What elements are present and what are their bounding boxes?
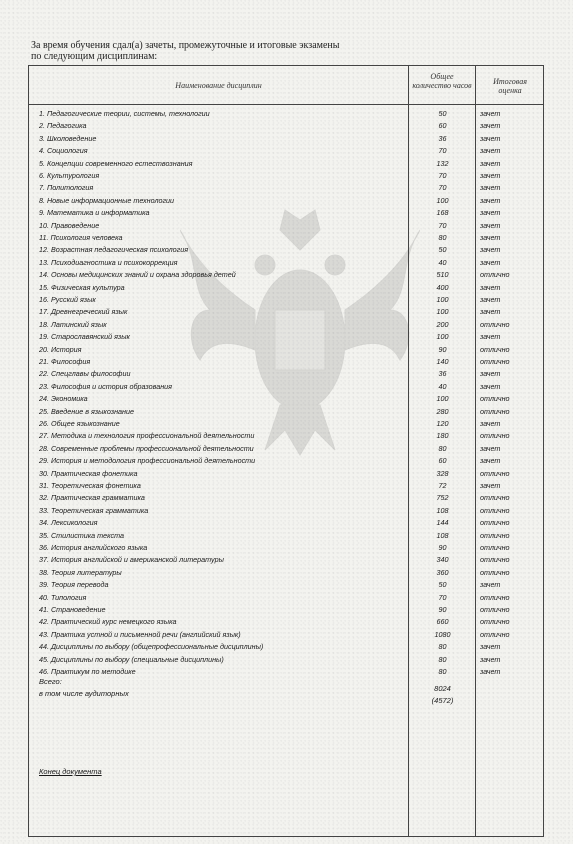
discipline-name: 31. Теоретическая фонетика <box>39 481 141 490</box>
discipline-name: 22. Спецглавы философии <box>39 369 131 379</box>
discipline-name: 23. Философия и история образования <box>39 381 173 391</box>
discipline-grade: зачет <box>480 133 501 143</box>
discipline-grade: зачет <box>480 667 501 676</box>
discipline-hours: 70 <box>438 146 447 156</box>
discipline-name: 20. История <box>39 344 82 354</box>
discipline-grade: зачет <box>480 381 501 391</box>
total-hours: 8024 <box>434 684 451 693</box>
table-row <box>29 269 543 280</box>
discipline-hours: 108 <box>436 505 449 515</box>
discipline-name: 24. Экономика <box>39 394 88 404</box>
discipline-hours: 40 <box>438 257 447 267</box>
discipline-grade: отлично <box>480 406 510 416</box>
discipline-hours: 72 <box>438 481 447 490</box>
table-row <box>29 393 543 404</box>
table-row <box>29 306 543 317</box>
discipline-hours: 90 <box>438 605 447 614</box>
discipline-hours: 70 <box>438 220 447 230</box>
discipline-hours: 80 <box>438 642 447 652</box>
discipline-name: 1. Педагогические теории, системы, технологии <box>39 109 210 118</box>
discipline-hours: 120 <box>436 419 449 428</box>
table-row <box>29 182 543 193</box>
discipline-hours: 100 <box>436 332 449 342</box>
table-row <box>29 356 543 367</box>
discipline-name: 26. Общее языкознание <box>39 419 120 428</box>
discipline-grade: отлично <box>480 518 510 528</box>
discipline-hours: 132 <box>436 158 449 168</box>
table-row <box>29 220 543 231</box>
discipline-hours: 752 <box>436 493 449 503</box>
discipline-grade: зачет <box>480 654 501 664</box>
table-row <box>29 443 543 454</box>
discipline-name: 7. Политология <box>39 183 94 193</box>
header-hours: Общее количество часов <box>412 72 472 90</box>
discipline-name: 21. Философия <box>39 357 91 366</box>
discipline-name: 12. Возрастная педагогическая психология <box>39 245 189 255</box>
table-row <box>29 455 543 466</box>
end-of-document: Конец документа <box>39 767 102 776</box>
discipline-hours: 328 <box>436 468 449 478</box>
intro-text <box>31 40 451 62</box>
discipline-grade: зачет <box>480 158 501 168</box>
discipline-hours: 40 <box>438 381 447 391</box>
discipline-grade: зачет <box>480 233 501 242</box>
discipline-grade: отлично <box>480 431 510 441</box>
discipline-name: 42. Практический курс немецкого языка <box>39 617 177 627</box>
discipline-hours: 100 <box>436 307 449 317</box>
table-row <box>29 195 543 206</box>
discipline-grade: отлично <box>480 543 510 552</box>
table-row <box>29 641 543 652</box>
discipline-name: 18. Латинский язык <box>39 319 107 329</box>
discipline-name: 13. Психодиагностика и психокоррекция <box>39 257 178 267</box>
discipline-name: 33. Теоретическая грамматика <box>39 505 149 515</box>
table-row <box>29 592 543 603</box>
discipline-hours: 70 <box>438 183 447 193</box>
discipline-grade: зачет <box>480 419 501 428</box>
table-row <box>29 616 543 627</box>
discipline-name: 35. Стилистика текста <box>39 530 124 540</box>
table-row <box>29 257 543 268</box>
discipline-hours: 36 <box>438 133 447 143</box>
header-grade: Итоговая оценка <box>493 77 527 95</box>
discipline-hours: 200 <box>436 319 449 329</box>
table-row <box>29 418 543 429</box>
discipline-name: 9. Математика и информатика <box>39 208 150 218</box>
discipline-hours: 340 <box>436 555 449 565</box>
discipline-hours: 360 <box>436 567 449 577</box>
total-aud-hours: (4572) <box>431 696 454 705</box>
discipline-grade: отлично <box>480 357 510 366</box>
discipline-name: 46. Практикум по методике <box>39 667 136 676</box>
discipline-name: 11. Психология человека <box>39 233 123 242</box>
discipline-grade: зачет <box>480 109 501 118</box>
discipline-hours: 100 <box>436 295 449 304</box>
discipline-grade: отлично <box>480 270 510 280</box>
table-row <box>29 133 543 144</box>
discipline-hours: 100 <box>436 195 449 205</box>
intro-line-1: За время обучения сдал(а) зачеты, промежуточные и итоговые экзамены <box>31 40 340 51</box>
table-row <box>29 170 543 181</box>
discipline-name: 44. Дисциплины по выбору (общепрофессиональные дисциплины) <box>39 642 264 652</box>
discipline-hours: 80 <box>438 233 447 242</box>
header-divider <box>29 104 543 105</box>
table-row <box>29 158 543 169</box>
discipline-hours: 60 <box>438 121 447 131</box>
discipline-name: 39. Теория перевода <box>39 580 109 590</box>
table-row <box>29 505 543 516</box>
discipline-name: 29. История и методология профессиональной деятельности <box>39 456 256 466</box>
discipline-grade: отлично <box>480 592 510 602</box>
grades-table <box>28 65 544 837</box>
discipline-grade: зачет <box>480 195 501 205</box>
table-row <box>29 406 543 417</box>
discipline-hours: 36 <box>438 369 447 379</box>
discipline-name: 14. Основы медицинских знаний и охрана здоровья детей <box>39 270 236 280</box>
table-row <box>29 554 543 565</box>
discipline-name: 16. Русский язык <box>39 295 96 304</box>
discipline-hours: 100 <box>436 394 449 404</box>
discipline-hours: 70 <box>438 171 447 180</box>
table-row <box>29 108 543 119</box>
table-row <box>29 282 543 293</box>
discipline-name: 30. Практическая фонетика <box>39 468 138 478</box>
discipline-hours: 50 <box>438 109 447 118</box>
discipline-grade: зачет <box>480 642 501 652</box>
discipline-name: 6. Культурология <box>39 171 100 180</box>
discipline-hours: 510 <box>436 270 449 280</box>
discipline-hours: 400 <box>436 282 449 292</box>
discipline-hours: 80 <box>438 443 447 453</box>
discipline-grade: зачет <box>480 257 501 267</box>
discipline-grade: зачет <box>480 245 501 255</box>
discipline-hours: 90 <box>438 344 447 354</box>
discipline-grade: зачет <box>480 295 501 304</box>
discipline-name: 5. Концепции современного естествознания <box>39 158 193 168</box>
discipline-name: 28. Современные проблемы профессиональной деятельности <box>39 443 254 453</box>
table-row <box>29 604 543 615</box>
discipline-hours: 60 <box>438 456 447 466</box>
discipline-grade: зачет <box>480 481 501 490</box>
discipline-grade: зачет <box>480 220 501 230</box>
discipline-grade: отлично <box>480 629 510 639</box>
discipline-name: 37. История английской и американской литературы <box>39 555 224 565</box>
table-row <box>29 344 543 355</box>
discipline-hours: 1080 <box>434 629 451 639</box>
discipline-name: 32. Практическая грамматика <box>39 493 145 503</box>
discipline-name: 34. Лексикология <box>39 518 98 528</box>
discipline-hours: 90 <box>438 543 447 552</box>
discipline-grade: отлично <box>480 567 510 577</box>
discipline-grade: зачет <box>480 121 501 131</box>
discipline-grade: отлично <box>480 394 510 404</box>
discipline-name: 15. Физическая культура <box>39 282 125 292</box>
table-row <box>29 368 543 379</box>
discipline-name: 38. Теория литературы <box>39 567 122 577</box>
discipline-grade: отлично <box>480 605 510 614</box>
discipline-hours: 660 <box>436 617 449 627</box>
discipline-hours: 280 <box>436 406 449 416</box>
discipline-name: 2. Педагогика <box>39 121 87 131</box>
discipline-name: 40. Типология <box>39 592 87 602</box>
discipline-name: 43. Практика устной и письменной речи (английский язык) <box>39 629 241 639</box>
discipline-grade: зачет <box>480 183 501 193</box>
discipline-grade: отлично <box>480 555 510 565</box>
table-row <box>29 654 543 665</box>
header-discipline: Наименование дисциплин <box>175 81 262 90</box>
discipline-grade: отлично <box>480 493 510 503</box>
table-row <box>29 319 543 330</box>
discipline-hours: 180 <box>436 431 449 441</box>
table-row <box>29 567 543 578</box>
discipline-hours: 140 <box>436 357 449 366</box>
table-row <box>29 207 543 218</box>
total-aud-label: в том числе аудиторных <box>39 689 129 698</box>
table-row <box>29 120 543 131</box>
table-row <box>29 492 543 503</box>
total-label: Всего: <box>39 677 62 686</box>
discipline-hours: 50 <box>438 245 447 255</box>
discipline-name: 3. Школоведение <box>39 133 97 143</box>
discipline-hours: 168 <box>436 208 449 218</box>
table-row <box>29 232 543 243</box>
table-row <box>29 480 543 491</box>
discipline-grade: отлично <box>480 617 510 627</box>
discipline-name: 36. История английского языка <box>39 543 148 552</box>
table-row <box>29 517 543 528</box>
discipline-name: 25. Введение в языкознание <box>39 406 134 416</box>
discipline-hours: 70 <box>438 592 447 602</box>
discipline-name: 10. Правоведение <box>39 220 100 230</box>
discipline-grade: зачет <box>480 208 501 218</box>
discipline-grade: зачет <box>480 146 501 156</box>
table-row <box>29 331 543 342</box>
discipline-grade: отлично <box>480 344 510 354</box>
discipline-grade: зачет <box>480 580 501 590</box>
discipline-name: 41. Страноведение <box>39 605 106 614</box>
discipline-grade: зачет <box>480 307 501 317</box>
discipline-grade: зачет <box>480 369 501 379</box>
discipline-hours: 50 <box>438 580 447 590</box>
table-row <box>29 530 543 541</box>
table-row <box>29 666 543 677</box>
table-row <box>29 542 543 553</box>
discipline-name: 4. Социология <box>39 146 88 156</box>
discipline-name: 45. Дисциплины по выбору (специальные дисциплины) <box>39 654 224 664</box>
discipline-grade: отлично <box>480 530 510 540</box>
table-row <box>29 145 543 156</box>
discipline-name: 27. Методика и технология профессиональной деятельности <box>39 431 255 441</box>
table-row <box>29 244 543 255</box>
intro-line-2: по следующим дисциплинам: <box>31 51 158 62</box>
discipline-name: 8. Новые информационные технологии <box>39 195 175 205</box>
discipline-name: 17. Древнегреческий язык <box>39 307 128 317</box>
table-row <box>29 430 543 441</box>
discipline-hours: 80 <box>438 667 447 676</box>
discipline-grade: зачет <box>480 171 501 180</box>
discipline-hours: 80 <box>438 654 447 664</box>
discipline-grade: отлично <box>480 468 510 478</box>
discipline-grade: зачет <box>480 282 501 292</box>
table-row <box>29 629 543 640</box>
table-row <box>29 294 543 305</box>
discipline-grade: отлично <box>480 505 510 515</box>
discipline-grade: зачет <box>480 332 501 342</box>
table-row <box>29 381 543 392</box>
discipline-grade: зачет <box>480 443 501 453</box>
discipline-name: 19. Старославянский язык <box>39 332 130 342</box>
discipline-grade: зачет <box>480 456 501 466</box>
table-row <box>29 579 543 590</box>
discipline-hours: 144 <box>436 518 449 528</box>
discipline-grade: отлично <box>480 319 510 329</box>
discipline-hours: 108 <box>436 530 449 540</box>
table-row <box>29 468 543 479</box>
